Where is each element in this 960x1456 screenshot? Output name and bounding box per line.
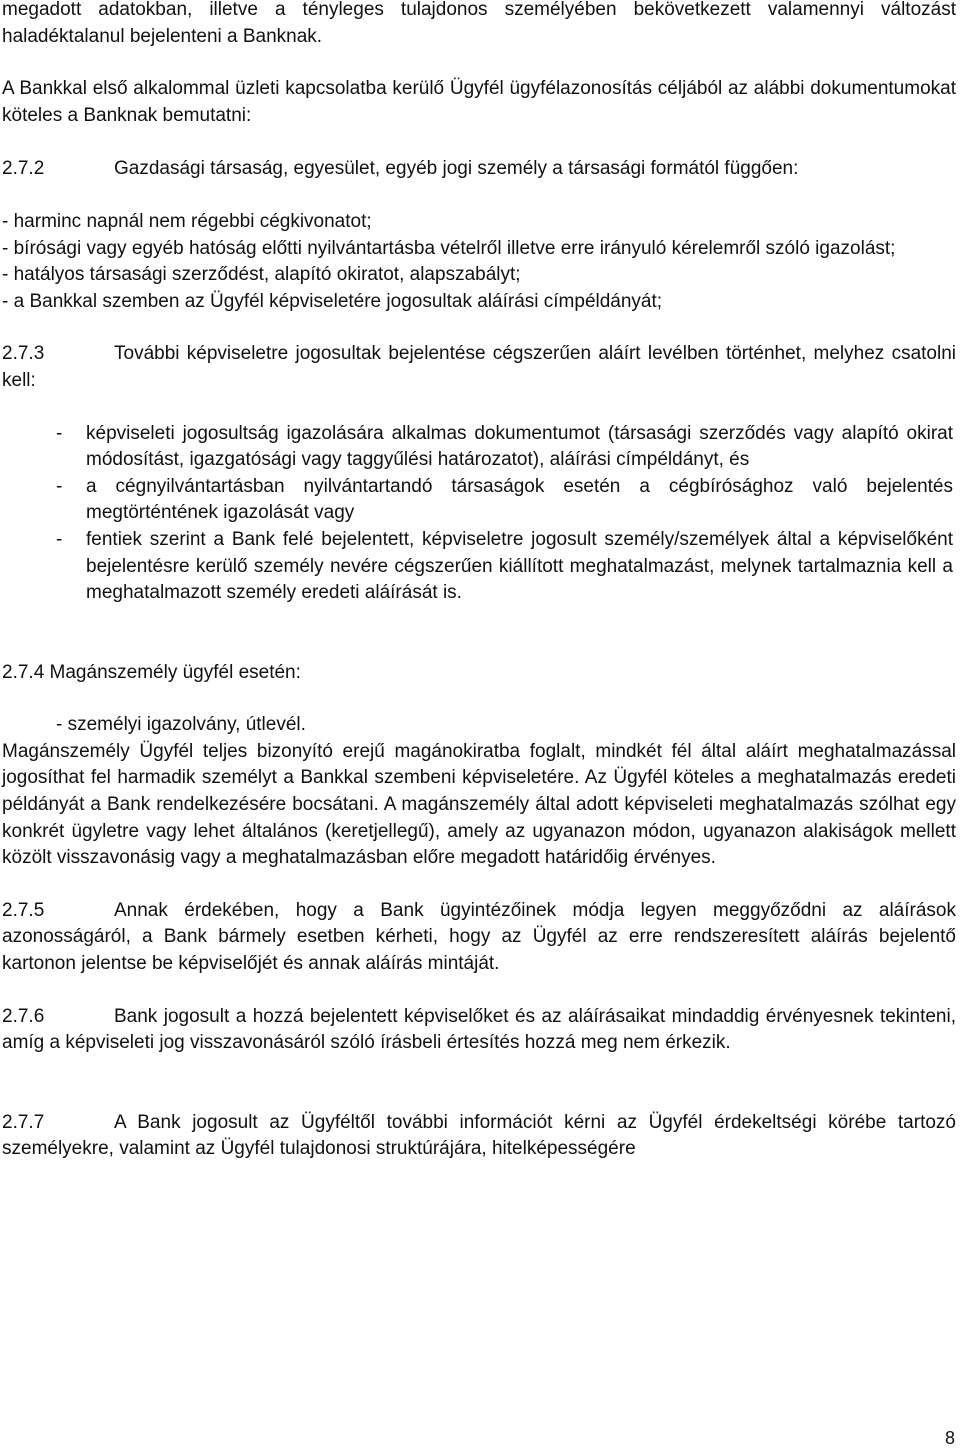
section-text: Bank jogosult a hozzá bejelentett képviselőket és az aláírásaikat mindaddig érvényesnek tekinteni, amíg a képviseleti jog visszavonásáról szóló írásbeli értesítés hozzá meg nem érkezik.	[2, 1005, 956, 1054]
list-item-text: fentiek szerint a Bank felé bejelentett, képviseletre jogosult személy/személyek által a képviselőként bejelentésre kerülő személy nevére cégszerűen kiállított meghatalmazást, melynek tartalmaznia kell a meghatalmazott személy eredeti aláírását is.	[86, 528, 953, 604]
intro-paragraph: A Bankkal első alkalommal üzleti kapcsolatba kerülő Ügyfél ügyfélazonosítás céljából az alábbi dokumentumokat köteles a Banknak bemutatni:	[2, 78, 956, 126]
document-body	[2, 0, 956, 1163]
list-dash: -	[56, 475, 63, 497]
list-dash: -	[56, 422, 63, 444]
section-2-7-5	[2, 898, 956, 978]
section-2-7-2-list	[2, 209, 956, 315]
list-item: - bírósági vagy egyéb hatóság előtti nyilvántartásba vételről illetve erre irányuló kérelemről szóló igazolást;	[2, 237, 896, 259]
section-text: A Bank jogosult az Ügyféltől további információt kérni az Ügyfél érdekeltségi körébe tartozó személyekre, valamint az Ügyfél tulajdonosi struktúrájára, hitelképességére	[2, 1111, 956, 1160]
list-item	[2, 474, 956, 527]
section-text: Annak érdekében, hogy a Bank ügyintézőinek módja legyen meggyőződni az aláírások azonosságáról, a Bank bármely esetben kérheti, hogy az Ügyfél az erre rendszeresített aláírás bejelentő kartonon jelentse be képviselőjét és annak aláírás mintáját.	[2, 899, 956, 975]
section-number: 2.7.5	[2, 899, 45, 921]
section-2-7-4-paragraph: Magánszemély Ügyfél teljes bizonyító erejű magánokiratba foglalt, mindkét fél által aláírt meghatalmazással jogosíthat fel harmadik személyt a Bankkal szembeni képviseletére. Az Ügyfél köteles a meghatalmazás eredeti példányát a Bank rendelkezésére bocsátani. A magánszemély által adott képviseleti meghatalmazás szólhat egy konkrét ügyletre vagy lehet általános (keretjellegű), amely az ugyanazon módon, ugyanazon alakiságok mellett közölt visszavonásig vagy a meghatalmazásban előre megadott határidőig érvényes.	[2, 740, 956, 869]
section-heading-text: További képviseletre jogosultak bejelentése cégszerűen aláírt levélben történhet, melyhez csatolni kell:	[2, 343, 956, 391]
list-item: - harminc napnál nem régebbi cégkivonatot;	[2, 210, 372, 232]
list-item: - személyi igazolvány, útlevél.	[56, 714, 306, 736]
list-item-text: képviseleti jogosultság igazolására alkalmas dokumentumot (társasági szerződés vagy alapító okirat módosítást, igazgatósági vagy taggyűlési határozatot), aláírási címpéldányt, és	[86, 422, 953, 471]
section-2-7-2-heading	[2, 156, 956, 183]
section-2-7-6	[2, 1004, 956, 1057]
intro-paragraph-continued: megadott adatokban, illetve a tényleges tulajdonos személyében bekövetkezett valamennyi változást haladéktalanul bejelenteni a Banknak.	[2, 0, 956, 47]
section-number: 2.7.6	[2, 1005, 45, 1027]
list-item: - a Bankkal szemben az Ügyfél képviseletére jogosultak aláírási címpéldányát;	[2, 290, 663, 312]
page-number: 8	[944, 1428, 955, 1448]
section-number: 2.7.3	[2, 343, 45, 365]
section-2-7-7	[2, 1110, 956, 1163]
section-number: 2.7.2	[2, 158, 45, 180]
list-item: - hatályos társasági szerződést, alapító okiratot, alapszabályt;	[2, 264, 521, 286]
section-2-7-3-heading	[2, 341, 956, 394]
list-dash: -	[56, 528, 63, 550]
section-2-7-4-heading: 2.7.4 Magánszemély ügyfél esetén:	[2, 661, 301, 683]
section-heading-text: Gazdasági társaság, egyesület, egyéb jogi személy a társasági formától függően:	[114, 158, 799, 180]
list-item	[2, 527, 956, 607]
list-item-text: a cégnyilvántartásban nyilvántartandó társaságok esetén a cégbírósághoz való bejelentés megtörténtének igazolását vagy	[86, 475, 953, 524]
section-number: 2.7.7	[2, 1111, 45, 1133]
list-item	[2, 421, 956, 474]
section-2-7-3-list	[2, 421, 956, 607]
